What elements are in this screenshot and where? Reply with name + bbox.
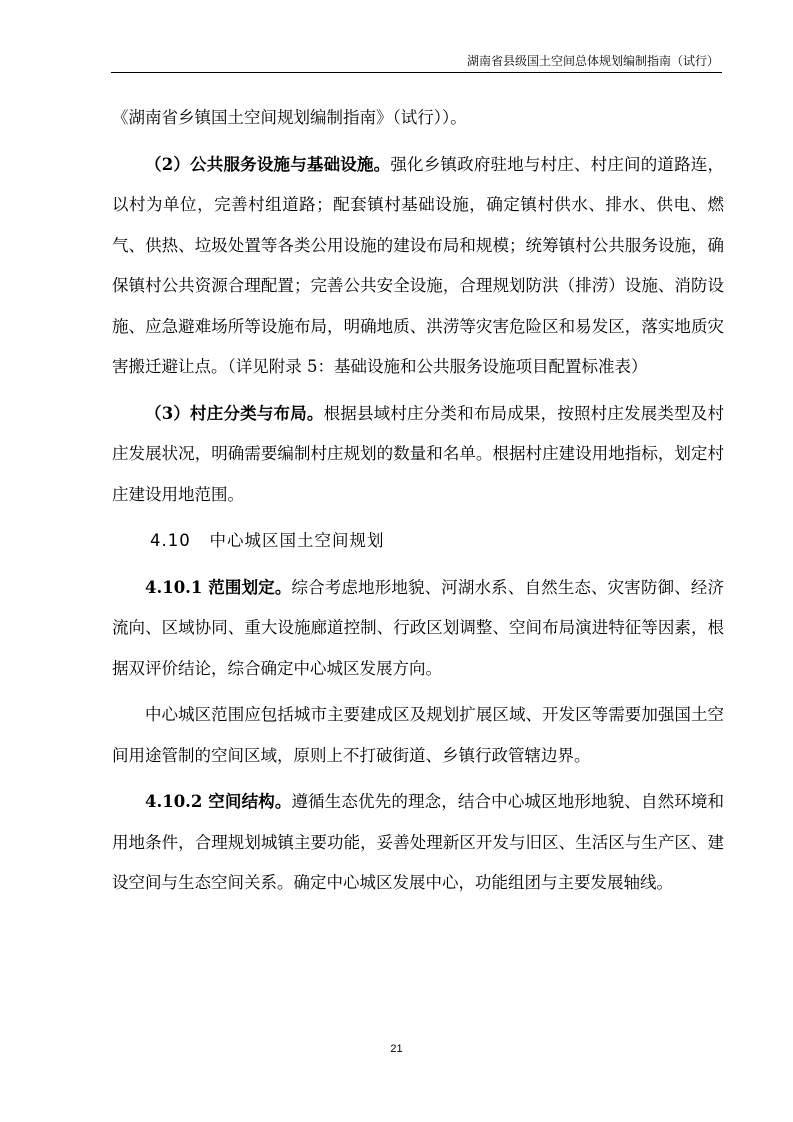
paragraph-text: 根据县域村庄分类和布局成果，按照村庄发展类型及村庄发展状况，明确需要编制村庄规划的数量和名单。根据村庄建设用地指标，划定村庄建设用地范围。 — [112, 403, 725, 504]
paragraph-text: 遵循生态优先的理念，结合中心城区地形地貌、自然环境和用地条件，合理规划城镇主要功能，妥善处理新区开发与旧区、生活区与生产区、建设空间与生态空间关系。确定中心城区发展中心，功能组团与主要发展轴线。 — [112, 792, 725, 892]
paragraph-text: 综合考虑地形地貌、河湖水系、自然生态、灾害防御、经济流向、区域协同、重大设施廊道控制、行政区划调整、空间布局演进特征等因素，根据双评价结论，综合确定中心城区发展方向。 — [112, 577, 725, 678]
paragraph-lead: （3）村庄分类与布局。 — [145, 403, 324, 423]
running-header: 湖南省县级国土空间总体规划编制指南（试行） — [466, 54, 719, 68]
paragraph-lead: 4.10.2 空间结构。 — [145, 792, 292, 811]
section-title: 中心城区国土空间规划 — [209, 531, 385, 550]
page-number: 21 — [390, 1043, 403, 1055]
paragraph-text: 强化乡镇政府驻地与村庄、村庄间的道路连，以村为单位，完善村组道路；配套镇村基础设施，确定镇村供水、排水、供电、燃气、供热、垃圾处置等各类公用设施的建设布局和规模；统筹镇村公共服务设施，确保镇村公共资源合理配置；完善公共安全设施，合理规划防洪（排涝）设施、消防设施、应急避难场所等设施布局，明确地质、洪涝等灾害危险区和易发区，落实地质灾害搬迁避让点。（详见附录 5：基础设施和公共服务设施项目配置标准表） — [112, 154, 725, 376]
header-divider — [111, 72, 722, 73]
paragraph-center-scope: 中心城区范围应包括城市主要建成区及规划扩展区域、开发区等需要加强国土空间用途管制的空间区域，原则上不打破街道、乡镇行政管辖边界。 — [112, 705, 724, 765]
paragraph-spatial-structure — [112, 782, 724, 904]
paragraph-continuation: 《湖南省乡镇国土空间规划编制指南》（试行））。 — [112, 108, 467, 127]
paragraph-lead: 4.10.1 范围划定。 — [145, 577, 292, 597]
section-heading — [112, 521, 724, 562]
paragraph-scope-delineation — [112, 568, 724, 690]
paragraph-village-layout — [112, 394, 724, 516]
paragraph-lead: （2）公共服务设施与基础设施。 — [145, 154, 391, 174]
paragraph-public-facilities — [112, 145, 724, 388]
document-body — [112, 98, 724, 904]
section-number: 4.10 — [150, 531, 191, 550]
